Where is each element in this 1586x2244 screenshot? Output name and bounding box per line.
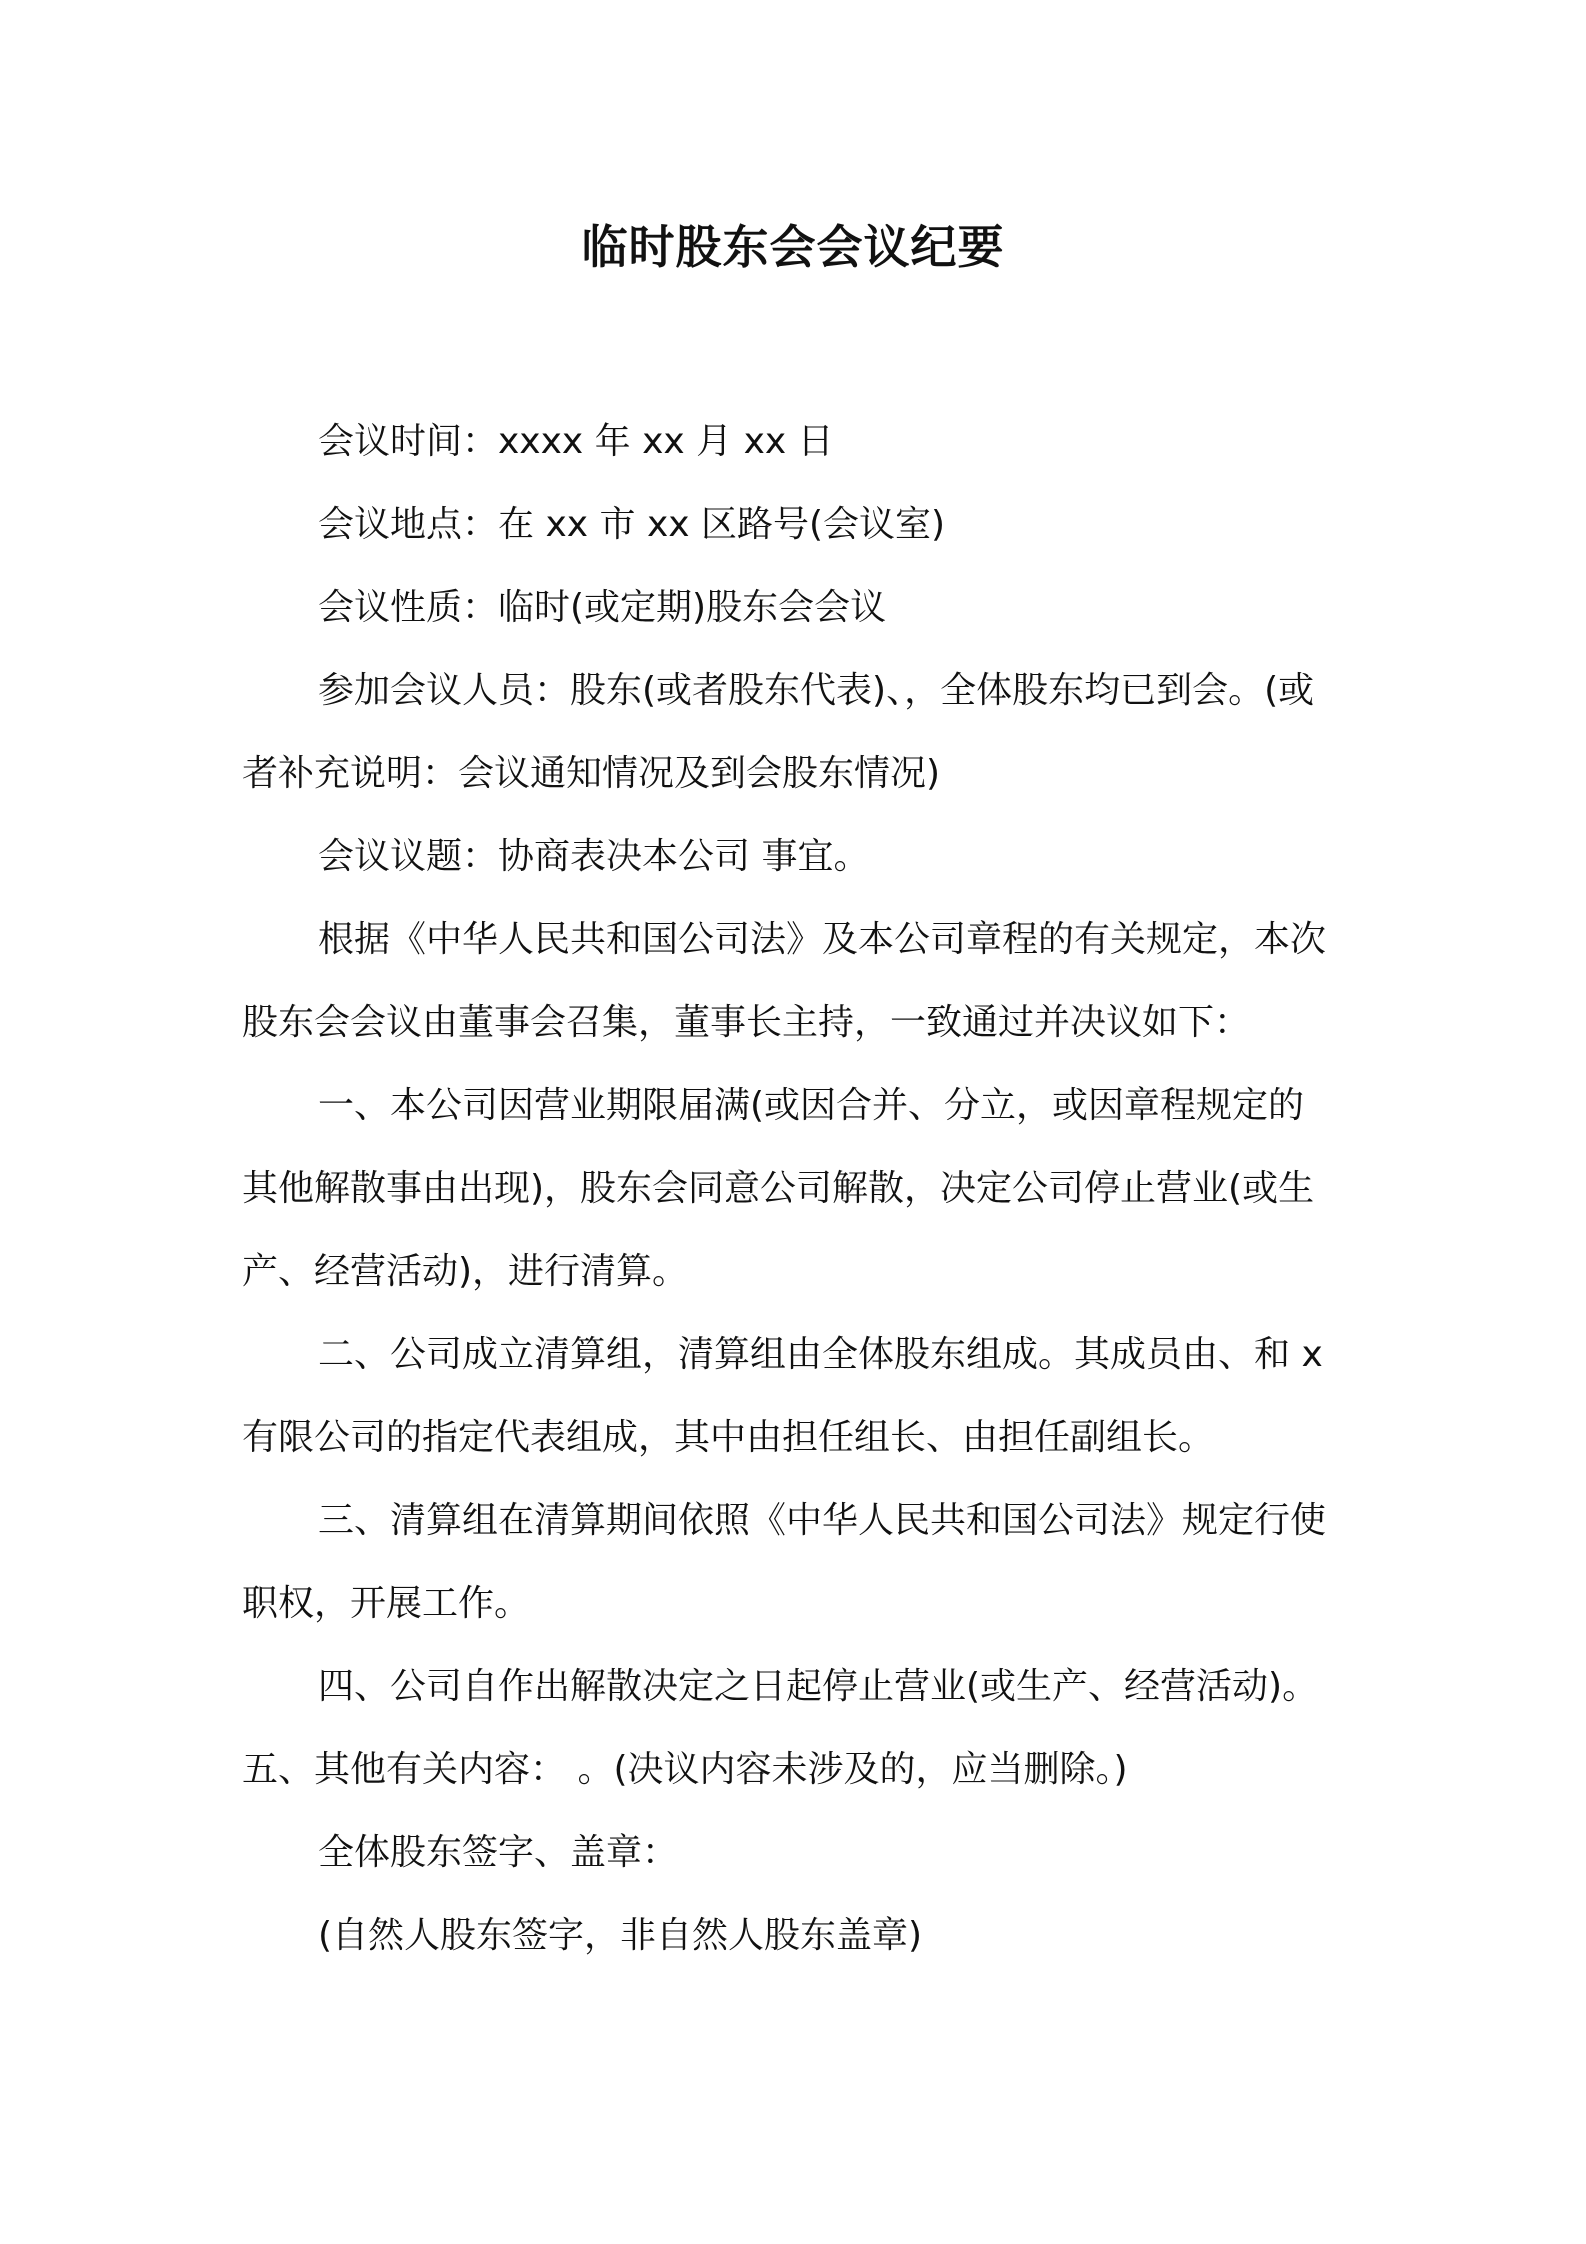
resolution-1-line-2: 其他解散事由出现)，股东会同意公司解散，决定公司停止营业(或生 [242, 1168, 1315, 1209]
attendees-line-1: 参加会议人员：股东(或者股东代表)、，全体股东均已到会。(或 [318, 670, 1315, 711]
basis-line-1: 根据《中华人民共和国公司法》及本公司章程的有关规定，本次 [318, 919, 1327, 960]
signature-heading: 全体股东签字、盖章： [318, 1832, 679, 1873]
meeting-location: 会议地点：在 xx 市 xx 区路号(会议室) [318, 504, 946, 545]
attendees-line-2: 者补充说明：会议通知情况及到会股东情况) [242, 753, 941, 794]
signature-note: (自然人股东签字，非自然人股东盖章) [318, 1915, 923, 1956]
document-title: 临时股东会会议纪要 [581, 220, 1005, 274]
meeting-topic: 会议议题：协商表决本公司 事宜。 [318, 836, 870, 877]
meeting-nature: 会议性质：临时(或定期)股东会会议 [318, 587, 887, 628]
resolution-3-line-1: 三、清算组在清算期间依照《中华人民共和国公司法》规定行使 [318, 1500, 1327, 1541]
resolution-5: 五、其他有关内容： 。(决议内容未涉及的，应当删除。) [242, 1749, 1128, 1790]
resolution-2-line-2: 有限公司的指定代表组成，其中由担任组长、由担任副组长。 [242, 1417, 1215, 1458]
resolution-1-line-3: 产、经营活动)，进行清算。 [242, 1251, 689, 1292]
resolution-3-line-2: 职权，开展工作。 [242, 1583, 531, 1624]
meeting-time: 会议时间：xxxx 年 xx 月 xx 日 [318, 421, 834, 462]
resolution-1-line-1: 一、本公司因营业期限届满(或因合并、分立，或因章程规定的 [318, 1085, 1305, 1126]
resolution-4: 四、公司自作出解散决定之日起停止营业(或生产、经营活动)。 [318, 1666, 1319, 1707]
resolution-2-line-1: 二、公司成立清算组，清算组由全体股东组成。其成员由、和 x [318, 1334, 1323, 1375]
basis-line-2: 股东会会议由董事会召集，董事长主持，一致通过并决议如下： [242, 1002, 1251, 1043]
